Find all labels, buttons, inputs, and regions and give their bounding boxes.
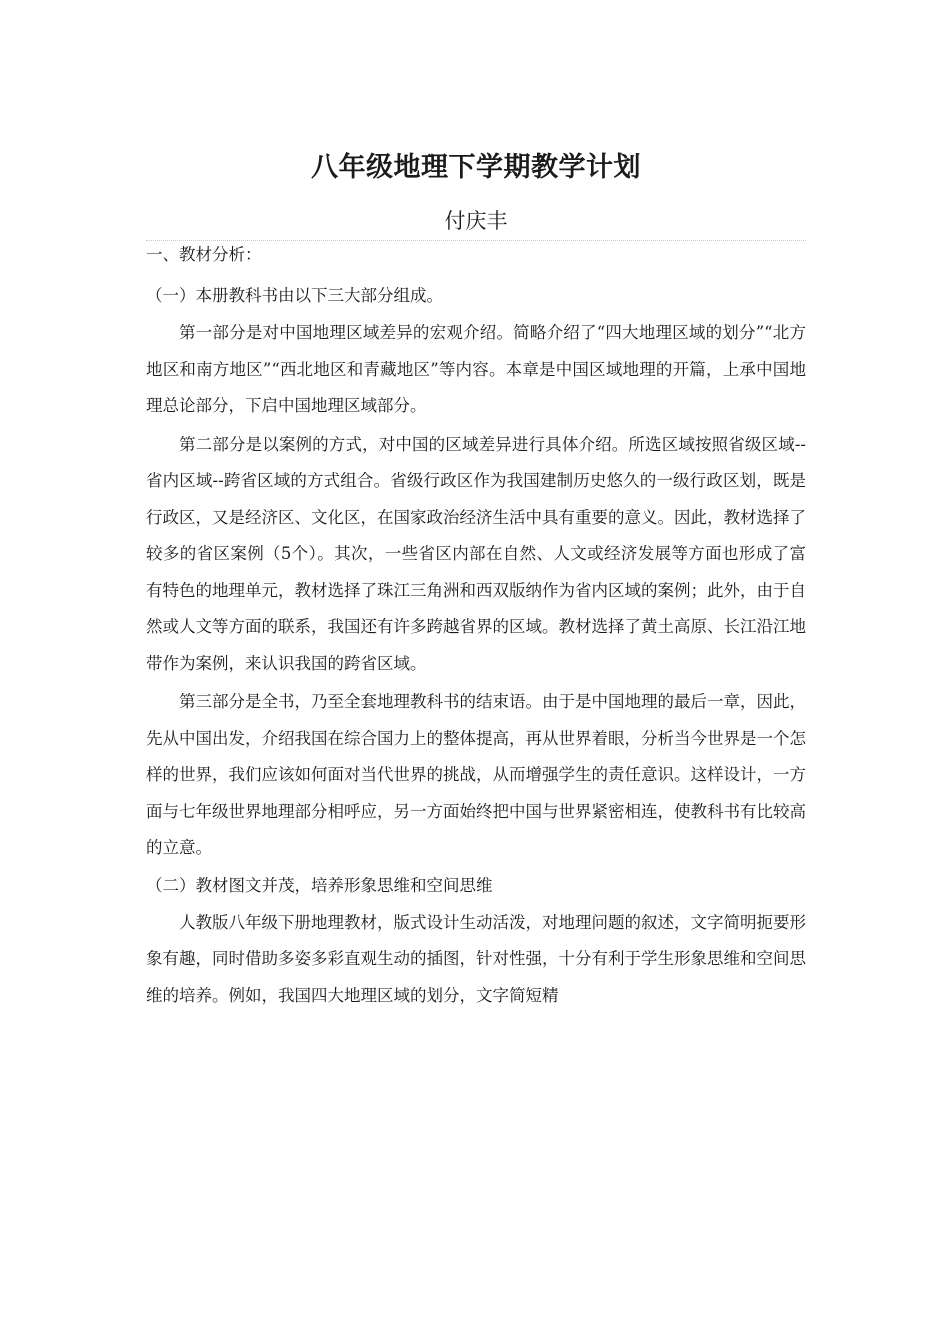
paragraph-textbook-design: 人教版八年级下册地理教材，版式设计生动活泼，对地理问题的叙述，文字简明扼要形象有趣，同时借助多姿多彩直观生动的插图，针对性强，十分有利于学生形象思维和空间思维的培养。例如，我国四大地理区域的划分，文字简短精: [146, 912, 806, 1005]
paragraph-part-one: 第一部分是对中国地理区域差异的宏观介绍。简略介绍了“四大地理区域的划分”“北方地区和南方地区”“西北地区和青藏地区”等内容。本章是中国区域地理的开篇，上承中国地理总论部分，下启中国地理区域部分。: [146, 323, 806, 415]
paragraph-part-three: 第三部分是全书，乃至全套地理教科书的结束语。由于是中国地理的最后一章，因此，先从中国出发，介绍我国在综合国力上的整体提高，再从世界着眼，分析当今世界是一个怎样的世界，我们应该如何面对当代世界的挑战，从而增强学生的责任意识。这样设计，一方面与七年级世界地理部分相呼应，另一方面始终把中国与世界紧密相连，使教科书有比较高的立意。: [146, 692, 806, 857]
subsection-heading-illustrations: （二）教材图文并茂，培养形象思维和空间思维: [146, 875, 493, 895]
document-title: 八年级地理下学期教学计划: [311, 152, 641, 183]
document-body: [146, 148, 806, 1014]
subsection-heading-three-parts: （一）本册教科书由以下三大部分组成。: [146, 286, 443, 305]
document-author: 付庆丰: [146, 206, 806, 241]
section-heading-textbook-analysis: 一、教材分析：: [146, 245, 262, 264]
paragraph-part-two: 第二部分是以案例的方式，对中国的区域差异进行具体介绍。所选区域按照省级区域--省内区域--跨省区域的方式组合。省级行政区作为我国建制历史悠久的一级行政区划，既是行政区，又是经济区、文化区，在国家政治经济生活中具有重要的意义。因此，教材选择了较多的省区案例（5个）。其次，一些省区内部在自然、人文或经济发展等方面也形成了富有特色的地理单元，教材选择了珠江三角洲和西双版纳作为省内区域的案例；此外，由于自然或人文等方面的联系，我国还有许多跨越省界的区域。教材选择了黄土高原、长江沿江地带作为案例，来认识我国的跨省区域。: [146, 434, 806, 673]
